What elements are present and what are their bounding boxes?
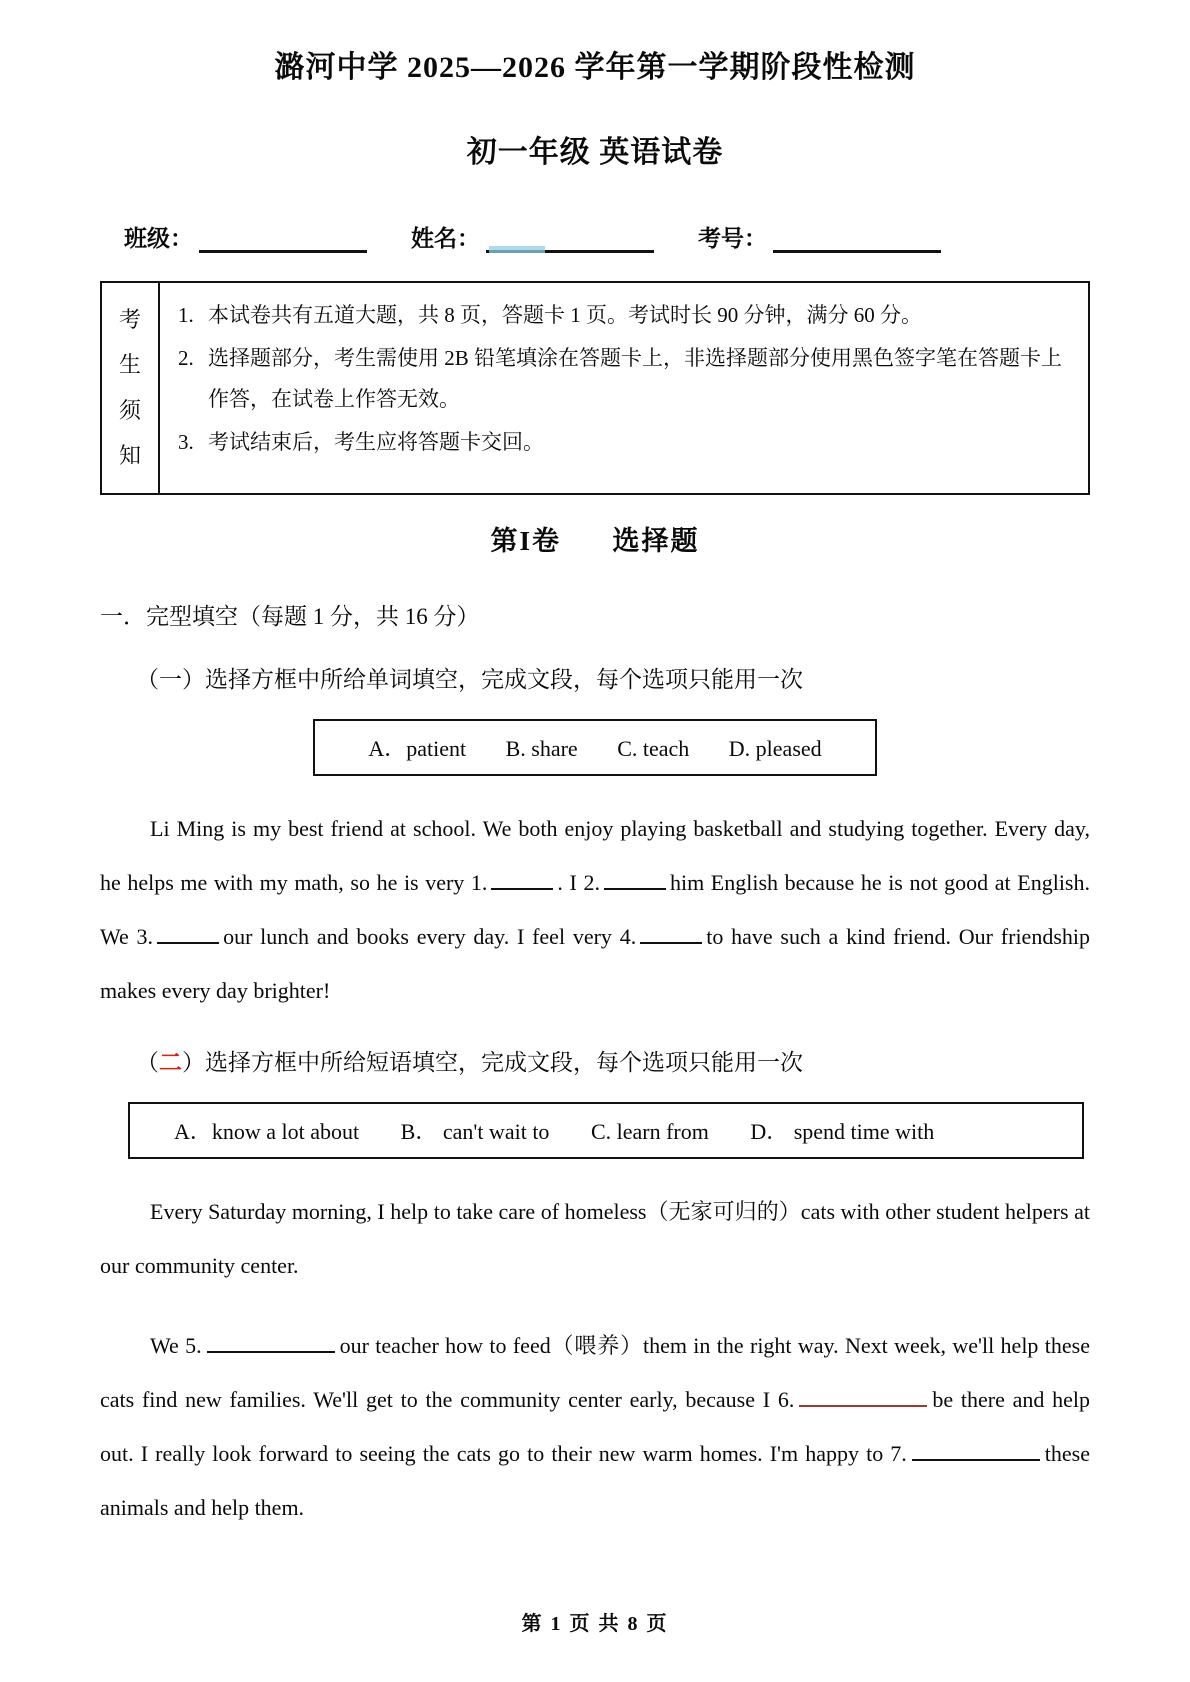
volume-label: 第I卷 — [490, 526, 561, 556]
part-b-heading-open: （ — [136, 1049, 159, 1075]
notice-item-text: 本试卷共有五道大题，共 8 页，答题卡 1 页。考试时长 90 分钟，满分 60 分。 — [208, 303, 922, 327]
name-label: 姓名： — [411, 226, 480, 251]
notice-item-text: 考试结束后，考生应将答题卡交回。 — [208, 429, 544, 454]
option-b: B. share — [505, 736, 578, 761]
part-b-option-box — [128, 1102, 1084, 1159]
class-label: 班级： — [124, 226, 193, 251]
exam-notice-box — [100, 281, 1090, 495]
option-d: D. pleased — [728, 736, 822, 761]
passage-text: our lunch and books every day. I feel very 4. — [223, 923, 637, 949]
option-c: C. teach — [617, 736, 690, 761]
part-b-red-marked-char: 二 — [159, 1049, 182, 1075]
passage-text: We 5. — [150, 1332, 202, 1358]
notice-item-number: 1. — [178, 303, 194, 327]
part-b-heading-close: ）选择方框中所给短语填空，完成文段，每个选项只能用一次 — [182, 1049, 803, 1075]
page-title: 潞河中学 2025—2026 学年第一学期阶段性检测 — [274, 51, 916, 84]
notice-body — [160, 283, 1088, 493]
notice-item — [178, 295, 1074, 336]
notice-side-label — [102, 283, 160, 493]
part-b-heading — [100, 1046, 1090, 1081]
volume-header — [100, 519, 1090, 558]
exam-number-field — [698, 220, 941, 253]
passage-text: our teacher how to feed（喂养）them in the right way. Next week, we'll help these cats find new families. We'll get to the community center early, because I 6. — [100, 1332, 1090, 1412]
page-footer: 第 1 页 共 8 页 — [521, 1613, 669, 1635]
page-subtitle: 初一年级 英语试卷 — [466, 136, 724, 169]
part-a-option-box — [313, 719, 877, 776]
option-a: A．patient — [368, 736, 467, 761]
option-d: D． spend time with — [750, 1119, 935, 1145]
answer-blank-2[interactable] — [604, 871, 666, 890]
option-c: C. learn from — [590, 1119, 709, 1145]
class-input-blank[interactable] — [199, 228, 367, 253]
passage-text: him English because he is not good at English. We 3. — [100, 869, 1090, 949]
exam-number-input-blank[interactable] — [773, 228, 941, 253]
passage-text: Every Saturday morning, I help to take care of homeless（无家可归的）cats with other student helpers at our community center. — [100, 1199, 1090, 1278]
option-b: B． can't wait to — [400, 1119, 550, 1145]
part-a-heading: （一）选择方框中所给单词填空，完成文段，每个选项只能用一次 — [136, 666, 803, 692]
passage-text: . I 2. — [557, 869, 600, 895]
notice-side-char-1: 考 — [118, 306, 141, 332]
notice-side-char-3: 须 — [118, 397, 141, 423]
answer-blank-3[interactable] — [157, 925, 219, 944]
notice-item — [178, 422, 1074, 463]
notice-item-number: 3. — [178, 429, 194, 454]
passage-paragraph — [100, 802, 1090, 1018]
passage-text: be there and help out. I really look forward to seeing the cats go to their new warm homes. I'm happy to 7. — [100, 1386, 1090, 1466]
passage-text: to have such a kind friend. Our friendship makes every day brighter! — [100, 923, 1090, 1003]
name-input-blank[interactable] — [486, 228, 654, 253]
answer-blank-7[interactable] — [912, 1442, 1040, 1461]
part-a-passage — [100, 802, 1090, 1018]
notice-side-char-2: 生 — [118, 352, 141, 378]
class-field — [124, 220, 367, 253]
notice-item — [178, 338, 1074, 420]
option-a: A．know a lot about — [174, 1119, 360, 1145]
passage-paragraph — [100, 1185, 1090, 1293]
name-field — [411, 220, 654, 253]
answer-blank-1[interactable] — [491, 871, 553, 890]
answer-blank-6[interactable] — [799, 1388, 927, 1407]
notice-item-text: 选择题部分，考生需使用 2B 铅笔填涂在答题卡上，非选择题部分使用黑色签字笔在答题卡上作答，在试卷上作答无效。 — [208, 345, 1063, 411]
exam-number-label: 考号： — [698, 226, 767, 251]
passage-text: these animals and help them. — [100, 1440, 1090, 1520]
section-one-title: 一．完型填空（每题 1 分，共 16 分） — [100, 604, 480, 629]
notice-side-char-4: 知 — [118, 443, 141, 469]
passage-paragraph — [100, 1319, 1090, 1535]
part-b-passage — [100, 1185, 1090, 1534]
student-identity-row — [100, 220, 1090, 253]
answer-blank-5[interactable] — [207, 1334, 335, 1353]
notice-item-number: 2. — [178, 345, 194, 370]
volume-type: 选择题 — [612, 526, 700, 556]
passage-text: Li Ming is my best friend at school. We both enjoy playing basketball and studying together. Every day, he helps me with my math, so he is very 1. — [100, 816, 1090, 895]
answer-blank-4[interactable] — [640, 925, 702, 944]
